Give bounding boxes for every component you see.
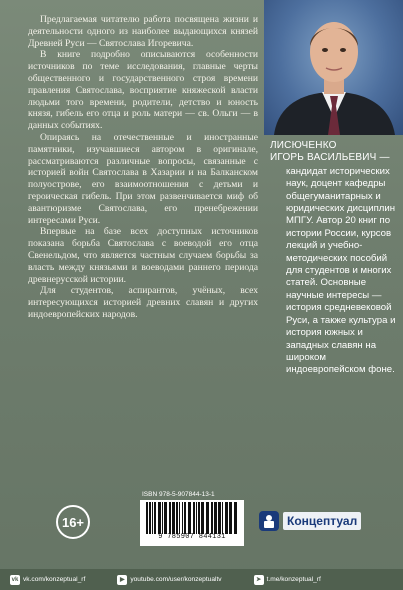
puzzle-logo-icon: [258, 510, 280, 532]
youtube-link-text: youtube.com/user/konzeptualtv: [130, 576, 222, 583]
vk-link-text: vk.com/konzeptual_rf: [23, 576, 86, 583]
vk-link[interactable]: [10, 575, 85, 585]
footer-links: [0, 569, 403, 590]
barcode-bars: [144, 502, 240, 534]
author-name-surname: ЛИСЮЧЕНКО: [270, 140, 337, 151]
age-rating-badge: 16+: [56, 505, 90, 539]
isbn-label: ISBN 978-5-907844-13-1: [142, 491, 215, 498]
annotation-paragraph: Предлагаемая читателю работа посвящена жизни и деятельности одного из наиболее выдающихся князей Древней Руси — Святослава Игоревича.: [28, 14, 258, 49]
annotation-paragraph: Впервые на базе всех доступных источников показана борьба Святослава с воеводой его отца Свенельдом, что является частным случаем борьбы за власть между князьями и воеводами раннего периода древнерусской истории.: [28, 226, 258, 285]
youtube-icon: ▶: [117, 575, 127, 585]
barcode: [140, 500, 244, 546]
annotation-paragraph: Опираясь на отечественные и иностранные памятники, изучавшиеся автором в оригинале, рассматриваются различные вопросы, связанные с историей войн Святослава в Хазарии и на Балканском полуострове, его взаимоотношения с детьми и героическая гибель. При этом развенчивается миф об авантюризме Святослава, его пренебрежении интересами Руси.: [28, 131, 258, 226]
telegram-icon: ➤: [254, 575, 264, 585]
annotation-paragraph: В книге подробно описываются особенности источников по теме исследования, главные черты общественного и государственного строя времени правления Святослава, восприятие княжеской власти людьми того времени, родители, детство и юность князя, гибель его отца и роль матери — св. Ольги — в данных событиях.: [28, 49, 258, 132]
barcode-digits: 9 785907 844131: [158, 533, 226, 541]
youtube-link[interactable]: [117, 575, 221, 585]
annotation-text: [28, 14, 258, 321]
author-bio: [270, 140, 398, 377]
annotation-paragraph: Для студентов, аспирантов, учёных, всех интересующихся историей древних славян и других индоевропейских народов.: [28, 285, 258, 320]
telegram-link[interactable]: [254, 575, 321, 585]
author-photo: [264, 0, 403, 135]
author-bio-text: кандидат исторических наук, доцент кафедры общегуманитарных и юридических дисциплин МПГУ. Автор 20 книг по истории России, курсов лекций и учебно-методических пособий для студентов и многих статей. Основные научные интересы — история средневековой Руси, а также культура и история южных и западных славян на широком индоевропейском фоне.: [286, 165, 396, 376]
vk-icon: vk: [11, 576, 19, 583]
publisher-logo: [258, 510, 361, 532]
publisher-name: Концептуал: [283, 512, 361, 530]
author-name-given: ИГОРЬ ВАСИЛЬЕВИЧ —: [270, 152, 390, 164]
telegram-link-text: t.me/konzeptual_rf: [266, 576, 321, 583]
